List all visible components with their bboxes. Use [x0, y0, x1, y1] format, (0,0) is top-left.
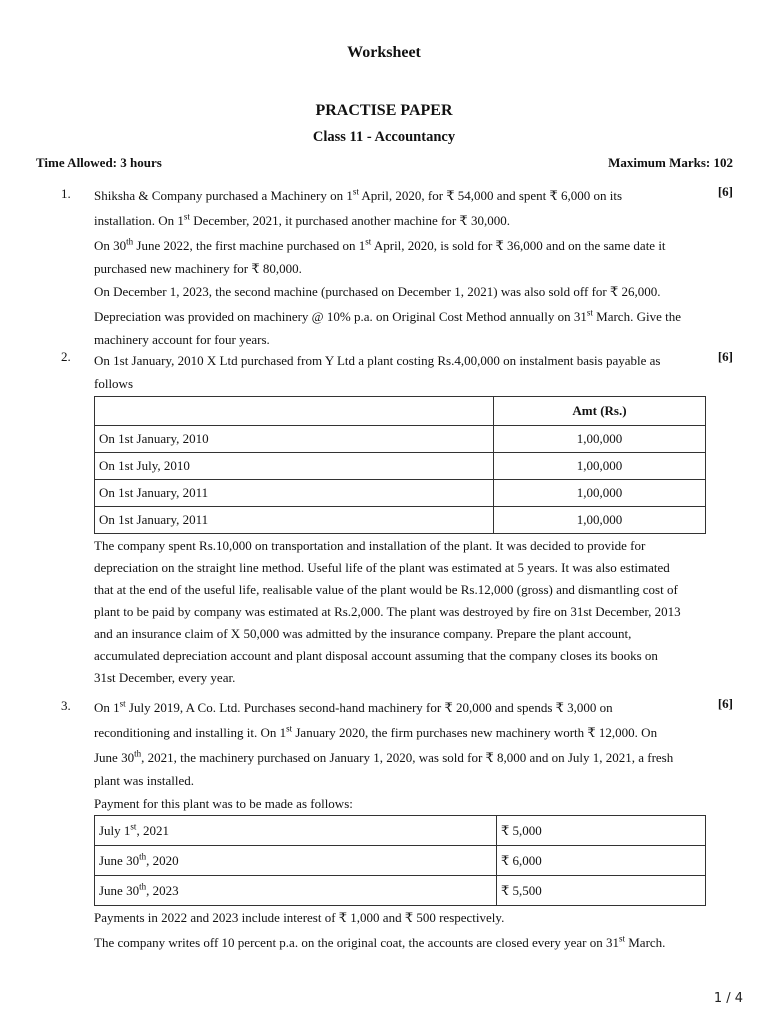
table-cell: On 1st January, 2011 [95, 480, 494, 507]
question-marks: [6] [717, 184, 733, 199]
question-body [94, 184, 710, 351]
payment-table [94, 815, 706, 906]
table-cell: ₹ 5,500 [497, 876, 706, 906]
table-row [95, 426, 706, 453]
text-line: that at the end of the useful life, realisable value of the plant would be Rs.12,000 (gross) and dismantling cost of [94, 582, 678, 597]
worksheet-label: Worksheet [347, 44, 421, 61]
question-marks: [6] [717, 349, 733, 364]
table-row [95, 507, 706, 534]
text-line: Payments in 2022 and 2023 include interest of ₹ 1,000 and ₹ 500 respectively. [94, 910, 505, 925]
table-header-blank [95, 397, 494, 426]
table-cell: 1,00,000 [494, 453, 706, 480]
question-number: 3. [61, 698, 71, 713]
max-marks: Maximum Marks: 102 [608, 155, 733, 170]
text-line: plant was installed. [94, 773, 195, 788]
question-body [94, 696, 710, 954]
text-line: The company spent Rs.10,000 on transportation and installation of the plant. It was decided to provide for [94, 538, 646, 553]
text-line: purchased new machinery for ₹ 80,000. [94, 261, 302, 276]
table-cell: 1,00,000 [494, 480, 706, 507]
table-row [95, 453, 706, 480]
question-number: 1. [61, 186, 71, 201]
table-cell: On 1st July, 2010 [95, 453, 494, 480]
table-row [95, 480, 706, 507]
text-line: On 1st July 2019, A Co. Ltd. Purchases second-hand machinery for ₹ 20,000 and spends ₹ 3,000 on [94, 698, 613, 715]
table-header-row [95, 397, 706, 426]
text-line: follows [94, 376, 133, 391]
time-allowed: Time Allowed: 3 hours [36, 155, 162, 170]
text-line: accumulated depreciation account and plant disposal account assuming that the company closes its books on [94, 648, 658, 663]
text-line: installation. On 1st December, 2021, it purchased another machine for ₹ 30,000. [94, 211, 510, 228]
text-line: On December 1, 2023, the second machine (purchased on December 1, 2021) was also sold off for ₹ 26,000. [94, 284, 661, 299]
text-line: Payment for this plant was to be made as follows: [94, 796, 353, 811]
text-line: reconditioning and installing it. On 1st January 2020, the firm purchases new machinery worth ₹ 12,000. On [94, 723, 658, 740]
text-line: Shiksha & Company purchased a Machinery on 1st April, 2020, for ₹ 54,000 and spent ₹ 6,000 on its [94, 186, 623, 203]
text-line: The company writes off 10 percent p.a. on the original coat, the accounts are closed every year on 31st March. [94, 933, 666, 950]
table-header-amt: Amt (Rs.) [494, 397, 706, 426]
text-line: On 1st January, 2010 X Ltd purchased from Y Ltd a plant costing Rs.4,00,000 on instalment basis payable as [94, 353, 661, 368]
text-line: plant to be paid by company was estimated at Rs.2,000. The plant was destroyed by fire on 31st December, 2013 [94, 604, 681, 619]
instalment-table [94, 396, 706, 534]
table-cell: 1,00,000 [494, 426, 706, 453]
table-cell: ₹ 6,000 [497, 846, 706, 876]
text-line: On 30th June 2022, the first machine purchased on 1st April, 2020, is sold for ₹ 36,000 and on the same date it [94, 236, 666, 253]
question-number: 2. [61, 349, 71, 364]
text-line: and an insurance claim of X 50,000 was admitted by the insurance company. Prepare the plant account, [94, 626, 632, 641]
table-cell: On 1st January, 2010 [95, 426, 494, 453]
text-line: machinery account for four years. [94, 332, 270, 347]
table-cell: June 30th, 2020 [95, 846, 497, 876]
text-line: Depreciation was provided on machinery @ 10% p.a. on Original Cost Method annually on 31st March. Give the [94, 307, 681, 324]
text-line: June 30th, 2021, the machinery purchased on January 1, 2020, was sold for ₹ 8,000 and on July 1, 2021, a fresh [94, 748, 674, 765]
text-line: depreciation on the straight line method. Useful life of the plant was estimated at 5 years. It was also estimated [94, 560, 670, 575]
question-marks: [6] [717, 696, 733, 711]
table-cell: June 30th, 2023 [95, 876, 497, 906]
meta-row [36, 155, 733, 171]
table-cell: ₹ 5,000 [497, 816, 706, 846]
page-indicator: 1 / 4 [713, 991, 743, 1006]
table-row [95, 846, 706, 876]
table-row [95, 816, 706, 846]
paper-title: PRACTISE PAPER [315, 102, 453, 119]
question-body [94, 349, 710, 689]
class-title: Class 11 - Accountancy [312, 129, 456, 145]
table-cell: 1,00,000 [494, 507, 706, 534]
table-cell: On 1st January, 2011 [95, 507, 494, 534]
text-line: 31st December, every year. [94, 670, 236, 685]
table-cell: July 1st, 2021 [95, 816, 497, 846]
table-row [95, 876, 706, 906]
paragraph [94, 535, 710, 689]
